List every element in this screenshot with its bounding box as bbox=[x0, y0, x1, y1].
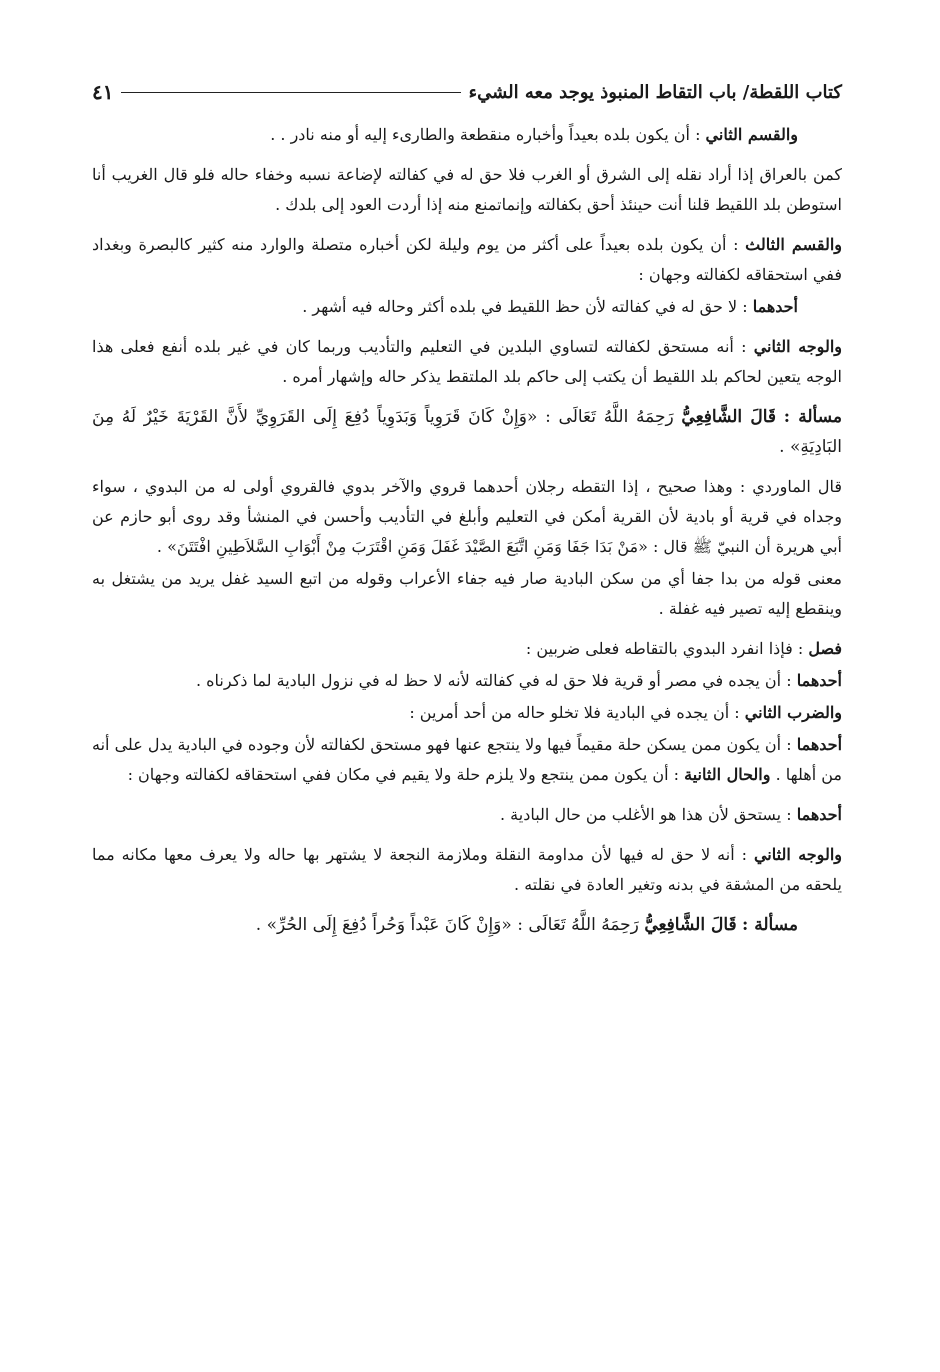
paragraph-text: : فإذا انفرد البدوي بالتقاطه فعلى ضربين : bbox=[525, 639, 804, 658]
masala-label: مسألة : bbox=[783, 407, 842, 427]
paragraph-first-kind bbox=[92, 666, 842, 696]
paragraph-masala-villager bbox=[92, 402, 842, 462]
paragraph-iraq-example bbox=[92, 160, 842, 220]
paragraph-text: رَحِمَهُ اللَّهُ تَعَالَى : «وَإِنْ كَانَ عَبْداً وَحُراً دُفِعَ إِلَى الحُرِّ» . bbox=[255, 915, 639, 935]
paragraph-second-kind bbox=[92, 698, 842, 728]
paragraph-lead: أحدهما bbox=[752, 297, 798, 316]
paragraph-lead: والضرب الثاني bbox=[744, 703, 842, 722]
paragraph-lead: والقسم الثالث bbox=[745, 235, 842, 254]
header-rule bbox=[121, 92, 460, 93]
paragraph-text: : أن يجده في البادية فلا تخلو حاله من أحد أمرين : bbox=[409, 703, 740, 722]
paragraph-text-secondary: : أن يكون ممن ينتجع ولا يلزم حلة ولا يقيم في مكان ففي استحقاقه لكفالته وجهان : bbox=[127, 765, 680, 784]
paragraph-not-entitled bbox=[92, 840, 842, 900]
paragraph-lead: أحدهما bbox=[796, 735, 843, 754]
paragraph-meaning bbox=[92, 564, 842, 624]
header-title: كتاب اللقطة/ باب التقاط المنبوذ يوجد معه الشيء bbox=[468, 81, 842, 103]
imam-name: قَالَ الشَّافِعِيُّ bbox=[644, 915, 737, 935]
paragraph-text: قال الماوردي : وهذا صحيح ، إذا التقطه رجلان أحدهما قروي والآخر بدوي فالقروي أولى له من البدوي ، سواء وجداه في قرية أو بادية لأن القرية أمكن في التعليم وأبلغ في التأديب وأحسن في المنشأ وقد روى أبو حازم عن أبي هريرة أن النبيّ ﷺ قال : «مَنْ بَدَا جَفَا وَمَنِ اتَّبَعَ الصَّيْدَ غَفَلَ وَمَنِ اقْتَرَبَ مِنْ أَبْوَابِ السَّلاَطِينِ افْتَتَنَ» . bbox=[92, 477, 842, 556]
page-body bbox=[92, 120, 842, 940]
paragraph-text: : أن يكون بلده بعيداً وأخباره منقطعة والطارىء إليه أو منه نادر . . bbox=[270, 125, 701, 144]
masala-label: مسألة : bbox=[742, 915, 798, 935]
paragraph-text: : يستحق لأن هذا هو الأغلب من حال البادية . bbox=[500, 805, 792, 824]
paragraph-lead-secondary: والحال الثانية bbox=[684, 765, 771, 784]
paragraph-fasl bbox=[92, 634, 842, 664]
running-header bbox=[92, 72, 842, 112]
imam-name: قَالَ الشَّافِعِيُّ bbox=[681, 407, 777, 427]
paragraph-two-states bbox=[92, 730, 842, 790]
paragraph-text: : أنه مستحق لكفالته لتساوي البلدين في التعليم والتأديب وربما كان في غير بلده أنفع فعلى هذا الوجه يتعين لحاكم بلد اللقيط أن يكتب إلى حاكم بلد الملتقط يذكر حاله وإشهار أمره . bbox=[92, 337, 842, 386]
paragraph-text: : أن يكون بلده بعيداً على أكثر من يوم وليلة لكن أخباره متصلة والوارد منه كثير كالبصرة وبغداد ففي استحقاقه لكفالته وجهان : bbox=[92, 235, 842, 284]
paragraph-text: كمن بالعراق إذا أراد نقله إلى الشرق أو الغرب فلا حق له في كفالته لإضاعة نسبه وخفاء حاله فلو قال الغريب أنا استوطن بلد اللقيط قلنا أنت حينئذ أحق بكفالته وإنماتمنع منه إذا أردت العود إلى بلدك . bbox=[92, 165, 842, 214]
paragraph-lead: والوجه الثاني bbox=[753, 337, 842, 356]
paragraph-section-two bbox=[92, 120, 842, 150]
paragraph-masala-slave bbox=[92, 910, 842, 940]
paragraph-first-view bbox=[92, 292, 842, 322]
page-number: ٤١ bbox=[92, 80, 114, 104]
paragraph-lead: أحدهما bbox=[796, 805, 842, 824]
paragraph-text: : أن يجده في مصر أو قرية فلا حق له في كفالته لأنه لا حظ له في نزول البادية لما ذكرناه . bbox=[196, 671, 792, 690]
paragraph-lead: والقسم الثاني bbox=[705, 125, 798, 144]
paragraph-second-view bbox=[92, 332, 842, 392]
paragraph-lead: والوجه الثاني bbox=[753, 845, 842, 864]
paragraph-text: رَحِمَهُ اللَّهُ تَعَالَى : «وَإِنْ كَانَ قَرَوِياً وَبَدَوِياً دُفِعَ إِلَى القَرَوِيِّ لأَنَّ القَرْيَةَ خَيْرٌ لَهُ مِنَ البَادِيَةِ» . bbox=[92, 407, 842, 457]
paragraph-text: : أنه لا حق له فيها لأن مداومة النقلة وملازمة النجعة لا يشتهر بها حاله ولا يعرف معها مكانه مما يلحقه من المشقة في بدنه وتغير العادة في نقلته . bbox=[92, 845, 842, 894]
paragraph-text: : لا حق له في كفالته لأن حظ اللقيط في بلده أكثر وحاله فيه أشهر . bbox=[302, 297, 748, 316]
paragraph-mawardi bbox=[92, 472, 842, 562]
paragraph-lead: فصل bbox=[808, 639, 842, 658]
paragraph-text: معنى قوله من بدا جفا أي من سكن البادية صار فيه جفاء الأعراب وقوله من اتبع السيد غفل يريد من يشتغل به وينقطع إليه تصير فيه غفلة . bbox=[92, 569, 843, 618]
paragraph-lead: أحدهما bbox=[796, 671, 842, 690]
paragraph-text: : أن يكون ممن يسكن حلة مقيماً فيها ولا ينتجع عنها فهو مستحق لكفالته لأن وجوده في البادية يدل على أنه من أهلها . bbox=[92, 735, 842, 784]
paragraph-entitled bbox=[92, 800, 842, 830]
paragraph-section-three bbox=[92, 230, 842, 290]
